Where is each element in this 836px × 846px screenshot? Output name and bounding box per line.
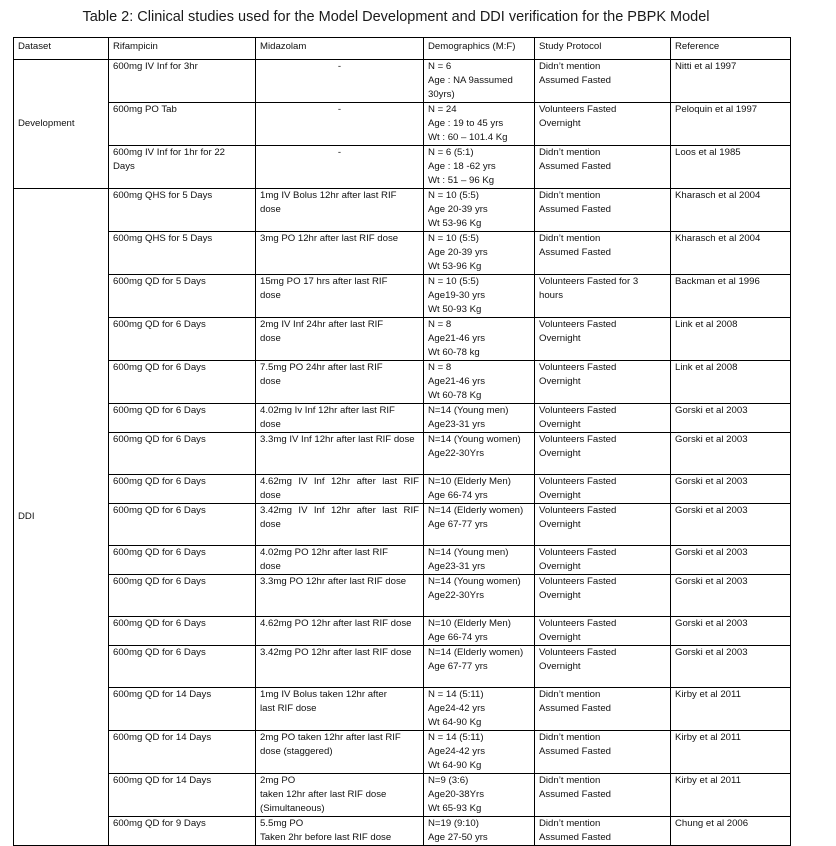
demographics-cell-line: N=10 (Elderly Men) <box>428 618 511 629</box>
demographics-cell <box>424 504 535 546</box>
demographics-cell-line: Age24-42 yrs <box>428 746 486 757</box>
demographics-cell-line: N = 8 <box>428 319 452 330</box>
demographics-cell-line: N = 14 (5:11) <box>428 689 484 700</box>
rifampicin-cell-line: 600mg QD for 6 Days <box>113 547 206 558</box>
demographics-cell <box>424 546 535 575</box>
demographics-cell-line: Age 27-50 yrs <box>428 832 488 843</box>
demographics-wrapped <box>428 504 530 518</box>
midazolam-cell-text: dose <box>260 490 281 501</box>
reference-cell: Gorski et al 2003 <box>671 404 791 433</box>
demographics-cell-line: Age : NA 9assumed <box>428 75 513 86</box>
rifampicin-cell <box>109 275 256 318</box>
rifampicin-cell <box>109 688 256 731</box>
demographics-cell-line: Wt 53-96 Kg <box>428 218 482 229</box>
reference-cell: Loos et al 1985 <box>671 146 791 189</box>
demographics-cell <box>424 617 535 646</box>
midazolam-cell <box>256 504 424 546</box>
demographics-cell <box>424 60 535 103</box>
study-protocol-cell-line: Overnight <box>539 419 581 430</box>
table-row <box>14 688 791 731</box>
table-row <box>14 617 791 646</box>
demographics-cell-line: Wt : 60 – 101.4 Kg <box>428 132 508 143</box>
table-row <box>14 433 791 475</box>
demographics-cell-line: N=19 (9:10) <box>428 818 479 829</box>
demographics-cell-line: Age21-46 yrs <box>428 333 486 344</box>
rifampicin-cell-line: 600mg QD for 9 Days <box>113 818 206 829</box>
table-row <box>14 646 791 688</box>
rifampicin-cell-line: 600mg QD for 6 Days <box>113 576 206 587</box>
study-protocol-cell <box>535 275 671 318</box>
study-protocol-cell <box>535 475 671 504</box>
study-protocol-cell-line: Volunteers Fasted <box>539 505 617 516</box>
midazolam-cell-line: Taken 2hr before last RIF dose <box>260 832 392 843</box>
table-row <box>14 817 791 846</box>
midazolam-cell <box>256 688 424 731</box>
demographics-cell <box>424 774 535 817</box>
study-protocol-cell-line: Volunteers Fasted for 3 <box>539 276 639 287</box>
study-protocol-cell <box>535 575 671 617</box>
demographics-text: N=14 (Elderly <box>428 505 487 516</box>
study-protocol-cell-line: Volunteers Fasted <box>539 476 617 487</box>
table-row <box>14 575 791 617</box>
midazolam-cell-line: last RIF dose <box>260 703 317 714</box>
study-protocol-cell-line: Volunteers Fasted <box>539 618 617 629</box>
demographics-cell <box>424 318 535 361</box>
dataset-cell: Development <box>14 60 109 189</box>
midazolam-cell-text: 4.62mg IV Inf 12hr after last RIF <box>260 476 419 487</box>
demographics-text: N=14 (Young <box>428 576 484 587</box>
demographics-text: women) <box>489 505 524 516</box>
demographics-cell-line: N = 10 (5:5) <box>428 190 479 201</box>
demographics-text: women) <box>489 647 524 658</box>
study-protocol-cell-line: Overnight <box>539 490 581 501</box>
header-study-protocol: Study Protocol <box>535 38 671 60</box>
study-protocol-cell-line: Assumed Fasted <box>539 832 611 843</box>
reference-cell: Gorski et al 2003 <box>671 546 791 575</box>
midazolam-cell-line: 3mg PO 12hr after last RIF dose <box>260 233 399 244</box>
study-protocol-cell <box>535 617 671 646</box>
midazolam-dash: - <box>337 104 342 115</box>
study-protocol-cell-line: Assumed Fasted <box>539 703 611 714</box>
reference-cell: Kharasch et al 2004 <box>671 232 791 275</box>
study-protocol-cell <box>535 232 671 275</box>
rifampicin-cell-line: 600mg QD for 5 Days <box>113 276 206 287</box>
demographics-cell-line: Wt 53-96 Kg <box>428 261 482 272</box>
table-row <box>14 774 791 817</box>
study-protocol-cell-line: Overnight <box>539 448 581 459</box>
study-protocol-cell-line: Assumed Fasted <box>539 204 611 215</box>
midazolam-cell <box>256 275 424 318</box>
rifampicin-cell <box>109 774 256 817</box>
rifampicin-cell <box>109 731 256 774</box>
reference-cell: Chung et al 2006 <box>671 817 791 846</box>
midazolam-cell <box>256 817 424 846</box>
study-protocol-cell-line: Assumed Fasted <box>539 75 611 86</box>
midazolam-cell <box>256 60 424 103</box>
demographics-cell-line: Age 20-39 yrs <box>428 247 488 258</box>
demographics-cell-line: N = 6 <box>428 61 452 72</box>
rifampicin-cell-line: 600mg QD for 14 Days <box>113 775 212 786</box>
study-protocol-cell-line: Didn’t mention <box>539 818 601 829</box>
reference-cell: Gorski et al 2003 <box>671 617 791 646</box>
header-demographics: Demographics (M:F) <box>424 38 535 60</box>
study-protocol-cell-line: Didn’t mention <box>539 233 601 244</box>
study-protocol-cell-line: Assumed Fasted <box>539 789 611 800</box>
reference-cell: Nitti et al 1997 <box>671 60 791 103</box>
table-row <box>14 275 791 318</box>
midazolam-cell <box>256 232 424 275</box>
study-protocol-cell-line: Volunteers Fasted <box>539 434 617 445</box>
demographics-cell-line: Wt 64-90 Kg <box>428 717 482 728</box>
demographics-cell <box>424 688 535 731</box>
clinical-studies-table <box>13 37 791 846</box>
reference-cell: Gorski et al 2003 <box>671 504 791 546</box>
table-row <box>14 103 791 146</box>
reference-cell: Link et al 2008 <box>671 361 791 404</box>
rifampicin-cell-line: 600mg QD for 6 Days <box>113 405 206 416</box>
study-protocol-cell-line: Volunteers Fasted <box>539 405 617 416</box>
midazolam-cell <box>256 774 424 817</box>
demographics-cell-line: N = 10 (5:5) <box>428 276 479 287</box>
rifampicin-cell <box>109 404 256 433</box>
rifampicin-cell <box>109 646 256 688</box>
rifampicin-cell <box>109 504 256 546</box>
midazolam-cell-line: 2mg PO taken 12hr after last RIF <box>260 732 401 743</box>
study-protocol-cell <box>535 404 671 433</box>
demographics-cell-line: Wt 60-78 Kg <box>428 390 482 401</box>
demographics-cell <box>424 731 535 774</box>
midazolam-cell-line: dose <box>260 561 281 572</box>
demographics-cell-line: Age22-30Yrs <box>428 590 484 601</box>
study-protocol-cell-line: Assumed Fasted <box>539 247 611 258</box>
study-protocol-cell-line: Didn’t mention <box>539 775 601 786</box>
demographics-cell-line: N = 24 <box>428 104 457 115</box>
study-protocol-cell <box>535 361 671 404</box>
demographics-cell-line: Age22-30Yrs <box>428 448 484 459</box>
header-reference: Reference <box>671 38 791 60</box>
rifampicin-cell <box>109 361 256 404</box>
midazolam-cell-text: 3.3mg IV Inf 12hr after last RIF <box>260 434 392 445</box>
study-protocol-cell <box>535 731 671 774</box>
rifampicin-cell-line: 600mg IV Inf for 3hr <box>113 61 198 72</box>
study-protocol-cell <box>535 318 671 361</box>
demographics-cell-line: 30yrs) <box>428 89 455 100</box>
study-protocol-cell-line: Volunteers Fasted <box>539 576 617 587</box>
demographics-wrapped <box>428 433 530 447</box>
midazolam-cell-line: 2mg PO <box>260 775 296 786</box>
demographics-cell <box>424 189 535 232</box>
reference-cell: Gorski et al 2003 <box>671 433 791 475</box>
midazolam-cell <box>256 546 424 575</box>
demographics-cell-line: N=9 (3:6) <box>428 775 469 786</box>
table-row <box>14 361 791 404</box>
study-protocol-cell-line: Didn’t mention <box>539 689 601 700</box>
demographics-cell-line: Age 20-39 yrs <box>428 204 488 215</box>
midazolam-cell-text: dose <box>393 434 415 445</box>
midazolam-cell-line: dose <box>260 204 281 215</box>
study-protocol-cell <box>535 546 671 575</box>
study-protocol-cell <box>535 774 671 817</box>
demographics-cell-line: Wt : 51 – 96 Kg <box>428 175 495 186</box>
study-protocol-cell-line: Assumed Fasted <box>539 746 611 757</box>
demographics-cell-line: Age23-31 yrs <box>428 419 486 430</box>
demographics-cell-line: Age21-46 yrs <box>428 376 486 387</box>
study-protocol-cell-line: Overnight <box>539 561 581 572</box>
midazolam-cell-line: 1mg IV Bolus taken 12hr after <box>260 689 387 700</box>
midazolam-dash: - <box>337 61 342 72</box>
study-protocol-cell-line: Didn’t mention <box>539 732 601 743</box>
demographics-wrapped <box>428 575 530 589</box>
table-row <box>14 404 791 433</box>
midazolam-cell <box>256 731 424 774</box>
reference-cell: Kharasch et al 2004 <box>671 189 791 232</box>
table-row <box>14 189 791 232</box>
reference-cell: Gorski et al 2003 <box>671 475 791 504</box>
midazolam-cell-line: 15mg PO 17 hrs after last RIF <box>260 276 388 287</box>
study-protocol-cell <box>535 146 671 189</box>
study-protocol-cell <box>535 688 671 731</box>
midazolam-cell-text: 4.62mg PO 12hr after last RIF <box>260 618 388 629</box>
demographics-cell <box>424 103 535 146</box>
midazolam-cell <box>256 404 424 433</box>
midazolam-cell-text: 3.42mg PO 12hr after last RIF <box>260 647 388 658</box>
table-row <box>14 731 791 774</box>
header-rifampicin: Rifampicin <box>109 38 256 60</box>
reference-cell: Link et al 2008 <box>671 318 791 361</box>
midazolam-cell <box>256 575 424 617</box>
reference-cell: Kirby et al 2011 <box>671 688 791 731</box>
rifampicin-cell <box>109 232 256 275</box>
demographics-cell <box>424 275 535 318</box>
study-protocol-cell-line: Overnight <box>539 376 581 387</box>
demographics-cell-line: Age 67-77 yrs <box>428 519 488 530</box>
rifampicin-cell <box>109 146 256 189</box>
study-protocol-cell <box>535 646 671 688</box>
study-protocol-cell <box>535 817 671 846</box>
demographics-cell-line: Age 66-74 yrs <box>428 632 488 643</box>
midazolam-cell <box>256 318 424 361</box>
study-protocol-cell-line: hours <box>539 290 563 301</box>
table-row <box>14 504 791 546</box>
demographics-cell-line: N=10 (Elderly Men) <box>428 476 511 487</box>
table-row <box>14 546 791 575</box>
demographics-text: N=14 (Elderly <box>428 647 487 658</box>
study-protocol-cell-line: Assumed Fasted <box>539 161 611 172</box>
rifampicin-cell <box>109 575 256 617</box>
midazolam-cell-text: dose <box>390 647 412 658</box>
midazolam-cell-line: 1mg IV Bolus 12hr after last RIF <box>260 190 397 201</box>
demographics-wrapped <box>428 646 530 660</box>
midazolam-cell <box>256 617 424 646</box>
reference-cell: Kirby et al 2011 <box>671 774 791 817</box>
rifampicin-cell-line: 600mg QD for 14 Days <box>113 689 212 700</box>
study-protocol-cell-line: Overnight <box>539 590 581 601</box>
demographics-cell-line: Age23-31 yrs <box>428 561 486 572</box>
midazolam-cell-text: 3.42mg IV Inf 12hr after last RIF <box>260 505 419 516</box>
reference-cell: Kirby et al 2011 <box>671 731 791 774</box>
study-protocol-cell-line: Overnight <box>539 333 581 344</box>
midazolam-cell <box>256 146 424 189</box>
rifampicin-cell-line: 600mg QD for 6 Days <box>113 505 206 516</box>
rifampicin-cell-line: Days <box>113 161 135 172</box>
midazolam-dash: - <box>337 147 342 158</box>
rifampicin-cell-line: 600mg QD for 6 Days <box>113 647 206 658</box>
reference-cell: Gorski et al 2003 <box>671 646 791 688</box>
demographics-cell <box>424 232 535 275</box>
table-row <box>14 475 791 504</box>
study-protocol-cell-line: Didn’t mention <box>539 61 601 72</box>
study-protocol-cell <box>535 189 671 232</box>
midazolam-cell-line: 4.02mg Iv Inf 12hr after last RIF <box>260 405 395 416</box>
demographics-cell <box>424 475 535 504</box>
rifampicin-cell <box>109 103 256 146</box>
midazolam-cell-line: dose <box>260 333 281 344</box>
rifampicin-cell-line: 600mg QD for 6 Days <box>113 618 206 629</box>
midazolam-cell-text: dose <box>260 519 281 530</box>
rifampicin-cell-line: 600mg PO Tab <box>113 104 177 115</box>
demographics-cell-line: N = 10 (5:5) <box>428 233 479 244</box>
reference-cell: Gorski et al 2003 <box>671 575 791 617</box>
demographics-cell-line: Age : 18 -62 yrs <box>428 161 496 172</box>
table-header-row <box>14 38 791 60</box>
demographics-cell <box>424 646 535 688</box>
demographics-cell-line: N=14 (Young men) <box>428 405 509 416</box>
demographics-cell-line: Age 67-77 yrs <box>428 661 488 672</box>
header-dataset: Dataset <box>14 38 109 60</box>
table-row <box>14 232 791 275</box>
midazolam-cell-line: dose <box>260 290 281 301</box>
table-row <box>14 318 791 361</box>
midazolam-cell <box>256 475 424 504</box>
rifampicin-cell <box>109 433 256 475</box>
midazolam-cell <box>256 103 424 146</box>
study-protocol-cell <box>535 504 671 546</box>
rifampicin-cell <box>109 617 256 646</box>
demographics-cell-line: Age19-30 yrs <box>428 290 486 301</box>
demographics-cell-line: Age 66-74 yrs <box>428 490 488 501</box>
study-protocol-cell-line: Overnight <box>539 118 581 129</box>
rifampicin-cell <box>109 475 256 504</box>
rifampicin-cell-line: 600mg QD for 6 Days <box>113 319 206 330</box>
study-protocol-cell-line: Volunteers Fasted <box>539 547 617 558</box>
rifampicin-cell <box>109 318 256 361</box>
demographics-text: N=14 (Young <box>428 434 484 445</box>
rifampicin-cell-line: 600mg QHS for 5 Days <box>113 190 213 201</box>
study-protocol-cell-line: Volunteers Fasted <box>539 647 617 658</box>
table-row <box>14 146 791 189</box>
demographics-text: women) <box>486 576 521 587</box>
rifampicin-cell-line: 600mg IV Inf for 1hr for 22 <box>113 147 225 158</box>
table-body <box>14 60 791 846</box>
midazolam-cell-line: 5.5mg PO <box>260 818 304 829</box>
midazolam-cell-line: dose (staggered) <box>260 746 333 757</box>
rifampicin-cell <box>109 546 256 575</box>
study-protocol-cell-line: Didn’t mention <box>539 147 601 158</box>
demographics-text: women) <box>486 434 521 445</box>
table-row <box>14 60 791 103</box>
demographics-cell-line: Wt 50-93 Kg <box>428 304 482 315</box>
demographics-cell <box>424 404 535 433</box>
midazolam-cell <box>256 646 424 688</box>
midazolam-cell <box>256 361 424 404</box>
study-protocol-cell-line: Overnight <box>539 632 581 643</box>
demographics-cell <box>424 146 535 189</box>
rifampicin-cell <box>109 60 256 103</box>
demographics-cell-line: Age20-38Yrs <box>428 789 484 800</box>
demographics-cell <box>424 575 535 617</box>
demographics-cell-line: Wt 64-90 Kg <box>428 760 482 771</box>
demographics-cell-line: N=14 (Young men) <box>428 547 509 558</box>
midazolam-cell-line: 7.5mg PO 24hr after last RIF <box>260 362 383 373</box>
midazolam-cell <box>256 189 424 232</box>
reference-cell: Backman et al 1996 <box>671 275 791 318</box>
dataset-cell: DDI <box>14 189 109 846</box>
demographics-cell <box>424 361 535 404</box>
midazolam-cell-line: 4.02mg PO 12hr after last RIF <box>260 547 388 558</box>
midazolam-cell-line: dose <box>260 376 281 387</box>
demographics-cell-line: N = 8 <box>428 362 452 373</box>
demographics-cell <box>424 433 535 475</box>
study-protocol-cell-line: Volunteers Fasted <box>539 362 617 373</box>
midazolam-cell-line: 2mg IV Inf 24hr after last RIF <box>260 319 384 330</box>
midazolam-cell <box>256 433 424 475</box>
rifampicin-cell <box>109 817 256 846</box>
midazolam-cell-text: dose <box>390 618 412 629</box>
demographics-cell-line: Age : 19 to 45 yrs <box>428 118 504 129</box>
study-protocol-cell <box>535 433 671 475</box>
midazolam-cell-text: 3.3mg PO 12hr after last RIF dose <box>260 576 407 587</box>
demographics-cell-line: N = 6 (5:1) <box>428 147 474 158</box>
rifampicin-cell-line: 600mg QD for 6 Days <box>113 434 206 445</box>
midazolam-cell-line: taken 12hr after last RIF dose <box>260 789 387 800</box>
reference-cell: Peloquin et al 1997 <box>671 103 791 146</box>
rifampicin-cell-line: 600mg QHS for 5 Days <box>113 233 213 244</box>
rifampicin-cell-line: 600mg QD for 6 Days <box>113 476 206 487</box>
midazolam-cell-line: (Simultaneous) <box>260 803 325 814</box>
demographics-cell <box>424 817 535 846</box>
study-protocol-cell-line: Didn’t mention <box>539 190 601 201</box>
study-protocol-cell-line: Volunteers Fasted <box>539 104 617 115</box>
rifampicin-cell <box>109 189 256 232</box>
midazolam-cell-line: dose <box>260 419 281 430</box>
demographics-cell-line: N = 14 (5:11) <box>428 732 484 743</box>
study-protocol-cell-line: Overnight <box>539 661 581 672</box>
study-protocol-cell <box>535 60 671 103</box>
header-midazolam: Midazolam <box>256 38 424 60</box>
table-caption: Table 2: Clinical studies used for the Model Development and DDI verification for the PBPK Model <box>82 9 710 25</box>
study-protocol-cell-line: Volunteers Fasted <box>539 319 617 330</box>
demographics-cell-line: Wt 60-78 kg <box>428 347 480 358</box>
study-protocol-cell-line: Overnight <box>539 519 581 530</box>
demographics-cell-line: Age24-42 yrs <box>428 703 486 714</box>
rifampicin-cell-line: 600mg QD for 6 Days <box>113 362 206 373</box>
demographics-cell-line: Wt 65-93 Kg <box>428 803 482 814</box>
rifampicin-cell-line: 600mg QD for 14 Days <box>113 732 212 743</box>
study-protocol-cell <box>535 103 671 146</box>
